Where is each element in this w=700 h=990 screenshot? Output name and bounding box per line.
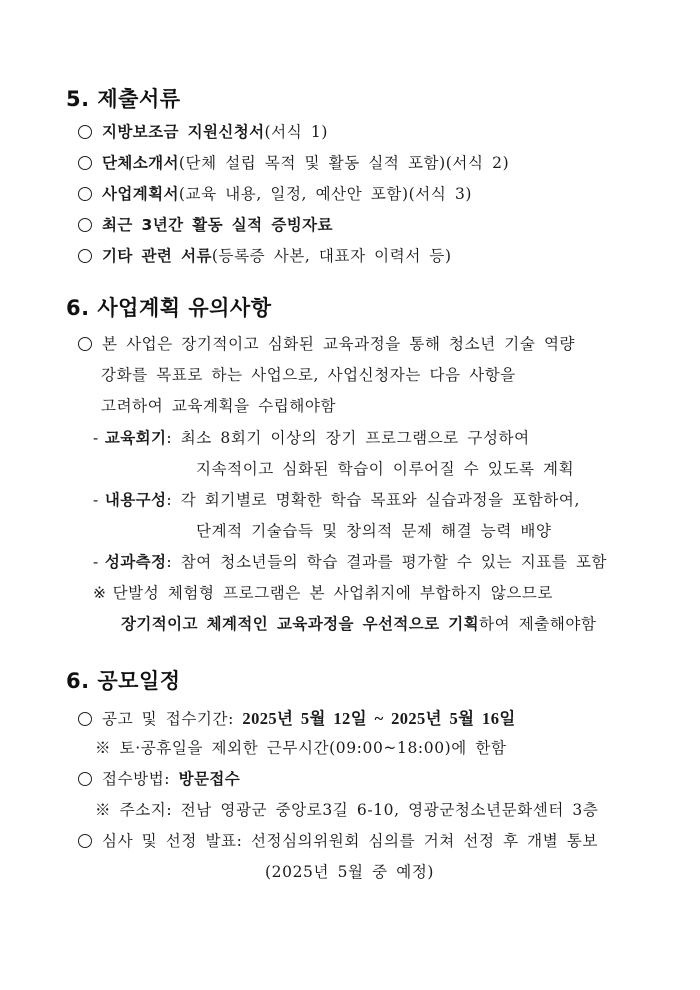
- schedule-label: 심사 및 선정 발표: 선정심의위원회 심의를 거쳐 선정 후 개별 통보: [102, 832, 598, 850]
- schedule-announcement: [78, 829, 598, 851]
- circle-bullet-icon: [78, 218, 92, 232]
- subitem-education-sessions: [93, 426, 530, 448]
- schedule-period-note: ※ 토·공휴일을 제외한 근무시간(09:00~18:00)에 한함: [95, 739, 507, 757]
- reference-mark-icon: ※: [93, 584, 107, 602]
- note-line-1: [93, 581, 553, 603]
- doc-item-3: [78, 182, 472, 204]
- intro-text: 본 사업은 장기적이고 심화된 교육과정을 통해 청소년 기술 역량: [102, 335, 576, 353]
- schedule-dates: 2025년 5월 12일 ~ 2025년 5월 16일: [242, 709, 516, 728]
- doc-item-2: [78, 151, 509, 173]
- subitem-text: : 각 회기별로 명확한 학습 목표와 실습과정을 포함하여,: [166, 491, 580, 509]
- item-title: 사업계획서: [102, 185, 179, 203]
- schedule-address-note: ※ 주소지: 전남 영광군 중앙로3길 6-10, 영광군청소년문화센터 3층: [95, 801, 599, 819]
- subitem-content-structure-cont: 단계적 기술습득 및 창의적 문제 해결 능력 배양: [196, 522, 552, 540]
- schedule-period: [78, 705, 516, 729]
- dash-bullet: -: [93, 491, 99, 509]
- subitem-outcome-measurement: [93, 550, 607, 572]
- intro-line-3: 고려하여 교육계획을 수립해야함: [101, 397, 337, 415]
- note-line-2: [121, 612, 597, 634]
- circle-bullet-icon: [78, 156, 92, 170]
- item-title: 기타 관련 서류: [102, 247, 212, 265]
- circle-bullet-icon: [78, 337, 92, 351]
- dash-bullet: -: [93, 429, 99, 447]
- section-5-title: 5. 제출서류: [66, 87, 181, 111]
- subitem-label: 내용구성: [104, 491, 167, 509]
- doc-item-5: [78, 244, 452, 266]
- item-title: 단체소개서: [102, 154, 179, 172]
- section-6-title: 6. 사업계획 유의사항: [66, 296, 272, 320]
- schedule-method: [78, 767, 240, 789]
- item-detail: (등록증 사본, 대표자 이력서 등): [211, 247, 452, 265]
- note-text: 단발성 체험형 프로그램은 본 사업취지에 부합하지 않으므로: [112, 584, 554, 602]
- section-schedule-title: 6. 공모일정: [66, 669, 181, 693]
- intro-line-1: [78, 332, 575, 354]
- circle-bullet-icon: [78, 187, 92, 201]
- subitem-content-structure: [93, 488, 580, 510]
- subitem-text: : 참여 청소년들의 학습 결과를 평가할 수 있는 지표를 포함: [166, 553, 608, 571]
- note-emphasis: 장기적이고 체계적인 교육과정을 우선적으로 기획: [121, 615, 480, 633]
- schedule-method-value: 방문접수: [178, 770, 241, 788]
- item-detail: (서식 1): [264, 123, 328, 141]
- doc-item-1: [78, 120, 328, 142]
- subitem-text: : 최소 8회기 이상의 장기 프로그램으로 구성하여: [166, 429, 530, 447]
- dash-bullet: -: [93, 553, 99, 571]
- item-detail: (단체 설립 목적 및 활동 실적 포함)(서식 2): [178, 154, 510, 172]
- doc-item-4: [78, 213, 333, 235]
- subitem-label: 성과측정: [104, 553, 167, 571]
- item-title: 최근 3년간 활동 실적 증빙자료: [102, 216, 333, 234]
- schedule-label: 접수방법:: [102, 770, 179, 788]
- subitem-label: 교육회기: [104, 429, 167, 447]
- circle-bullet-icon: [78, 712, 92, 726]
- item-title: 지방보조금 지원신청서: [102, 123, 265, 141]
- note-text: 하여 제출해야함: [479, 615, 597, 633]
- intro-line-2: 강화를 목표로 하는 사업으로, 사업신청자는 다음 사항을: [101, 366, 516, 384]
- circle-bullet-icon: [78, 249, 92, 263]
- schedule-announcement-note: (2025년 5월 중 예정): [265, 863, 435, 881]
- item-detail: (교육 내용, 일정, 예산안 포함)(서식 3): [178, 185, 473, 203]
- circle-bullet-icon: [78, 125, 92, 139]
- circle-bullet-icon: [78, 834, 92, 848]
- subitem-education-sessions-cont: 지속적이고 심화된 학습이 이루어질 수 있도록 계획: [196, 460, 575, 478]
- circle-bullet-icon: [78, 772, 92, 786]
- schedule-label: 공고 및 접수기간:: [102, 710, 243, 728]
